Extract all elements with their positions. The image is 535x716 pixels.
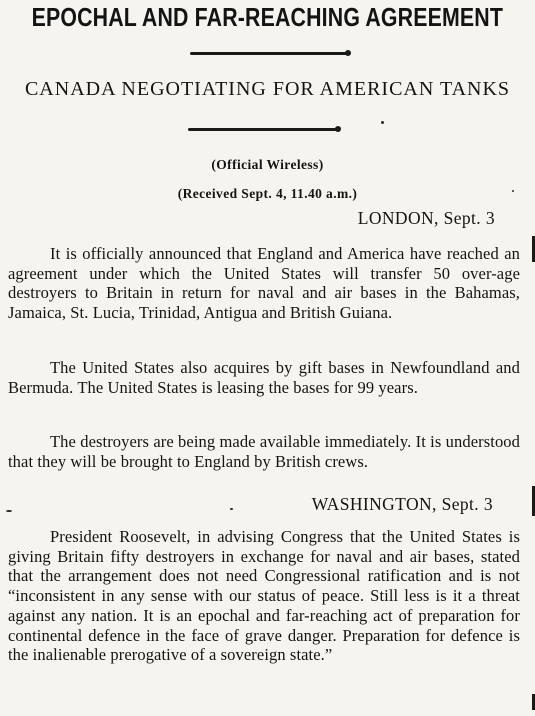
paragraph-london-2: The United States also acquires by gift bases in Newfoundland and Bermuda. The United States is leasing the bases for 99 years. [8, 358, 520, 397]
print-speck [512, 190, 514, 192]
print-speck [6, 510, 12, 512]
paragraph-washington-1: President Roosevelt, in advising Congress that the United States is giving Britain fifty destroyers in exchange for naval and air bases, stated that the arrangement does not need Congressional ratification and is not “inconsistent in any sense with our status of peace. Still less is it a threat against any nation. It is an epochal and far-reaching act of preparation for continental defence in the face of grave danger. Preparation for defence is the inalienable prerogative of a sovereign state.” [8, 527, 520, 665]
dateline-washington: WASHINGTON, Sept. 3 [311, 494, 493, 514]
received-line: (Received Sept. 4, 11.40 a.m.) [177, 186, 358, 201]
decorative-rule-top [190, 52, 348, 55]
dateline-london: LONDON, Sept. 3 [357, 208, 495, 228]
headline: EPOCHAL AND FAR-REACHING AGREEMENT [31, 2, 504, 32]
paragraph-london-1: It is officially announced that England and America have reached an agreement under which the United States will transfer 50 over-age destroyers to Britain in return for naval and air bases in the Bahamas, Jamaica, St. Lucia, Trinidad, Antigua and British Guiana. [8, 244, 520, 323]
decorative-rule-bottom [188, 128, 338, 131]
source-line: (Official Wireless) [211, 157, 324, 172]
print-speck [230, 508, 233, 510]
print-speck [381, 121, 384, 124]
paragraph-london-3: The destroyers are being made available immediately. It is understood that they will be brought to England by British crews. [8, 432, 520, 471]
subheadline: CANADA NEGOTIATING FOR AMERICAN TANKS [24, 78, 511, 100]
